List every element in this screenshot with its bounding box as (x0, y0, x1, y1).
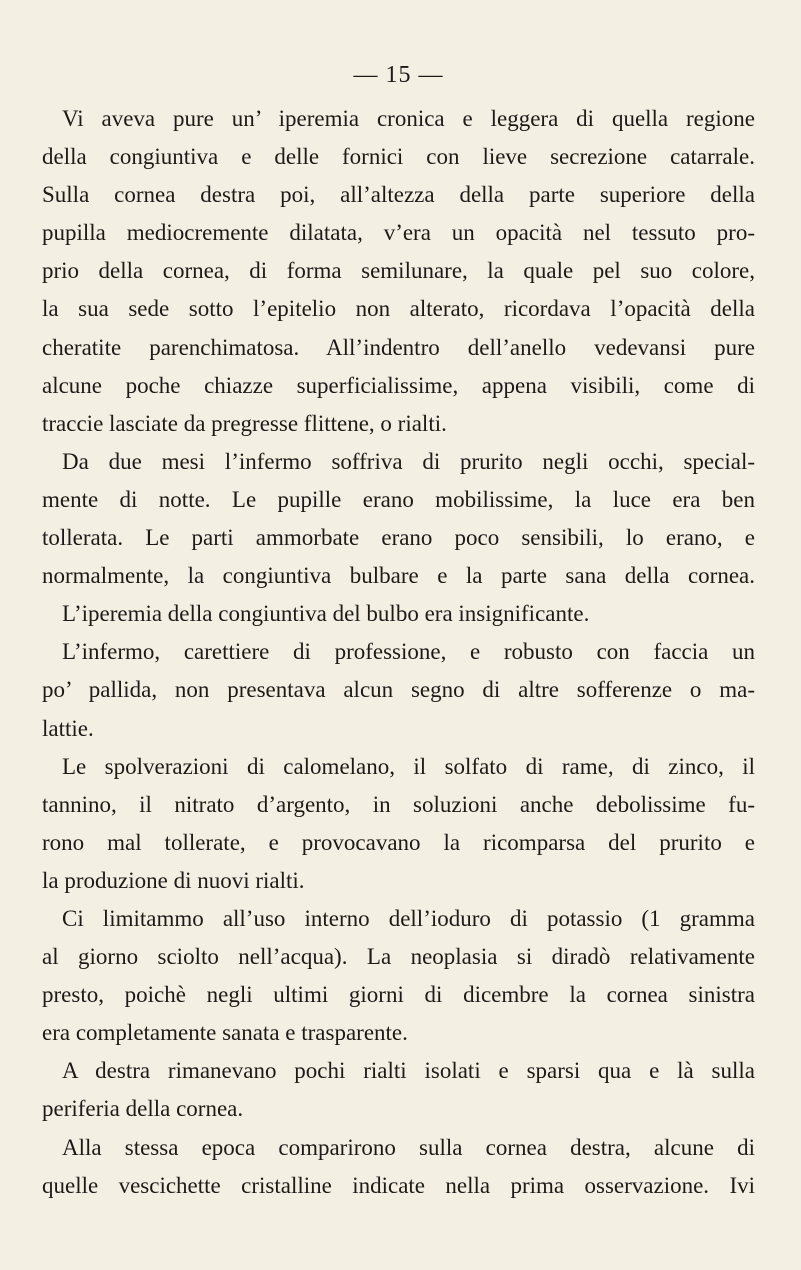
text-line: Sulla cornea destra poi, all’altezza della parte superiore della (42, 182, 755, 208)
text-line: era completamente sanata e trasparente. (42, 1020, 408, 1046)
text-line: Da due mesi l’infermo soffriva di prurito negli occhi, special- (62, 448, 755, 474)
text-line: Le spolverazioni di calomelano, il solfato di rame, di zinco, il (62, 753, 755, 779)
text-line: lattie. (42, 715, 94, 741)
text-line: normalmente, la congiuntiva bulbare e la parte sana della cornea. (42, 563, 755, 589)
text-line: pupilla mediocremente dilatata, v’era un opacità nel tessuto pro- (42, 220, 755, 246)
text-line: la sua sede sotto l’epitelio non alterato, ricordava l’opacità della (42, 296, 755, 322)
text-line: la produzione di nuovi rialti. (42, 867, 305, 893)
text-line: Alla stessa epoca comparirono sulla cornea destra, alcune di (62, 1134, 755, 1160)
page-number: — 15 — (353, 62, 444, 88)
text-line: po’ pallida, non presentava alcun segno di altre sofferenze o ma- (42, 677, 755, 703)
text-line: della congiuntiva e delle fornici con lieve secrezione catarrale. (42, 144, 755, 170)
text-line: al giorno sciolto nell’acqua). La neoplasia si diradò relativamente (42, 944, 755, 970)
text-line: L’infermo, carettiere di professione, e robusto con faccia un (62, 639, 755, 665)
text-line: alcune poche chiazze superficialissime, appena visibili, come di (42, 372, 755, 398)
text-line: L’iperemia della congiuntiva del bulbo era insignificante. (62, 601, 590, 627)
text-line: presto, poichè negli ultimi giorni di dicembre la cornea sinistra (42, 982, 755, 1008)
text-line: traccie lasciate da pregresse flittene, o rialti. (42, 410, 447, 436)
text-line: rono mal tollerate, e provocavano la ricomparsa del prurito e (42, 829, 755, 855)
text-line: tollerata. Le parti ammorbate erano poco sensibili, lo erano, e (42, 525, 755, 551)
body-text (42, 100, 755, 1205)
text-line: mente di notte. Le pupille erano mobilissime, la luce era ben (42, 486, 755, 512)
text-line: cheratite parenchimatosa. All’indentro dell’anello vedevansi pure (42, 334, 755, 360)
text-line: Ci limitammo all’uso interno dell’ioduro di potassio (1 gramma (62, 905, 755, 931)
text-line: periferia della cornea. (42, 1096, 244, 1122)
text-line: prio della cornea, di forma semilunare, la quale pel suo colore, (42, 258, 755, 284)
text-line: quelle vescichette cristalline indicate nella prima osservazione. Ivi (42, 1172, 755, 1198)
text-line: A destra rimanevano pochi rialti isolati e sparsi qua e là sulla (62, 1058, 755, 1084)
text-line: tannino, il nitrato d’argento, in soluzioni anche debolissime fu- (42, 791, 755, 817)
text-line: Vi aveva pure un’ iperemia cronica e leggera di quella regione (62, 106, 755, 131)
